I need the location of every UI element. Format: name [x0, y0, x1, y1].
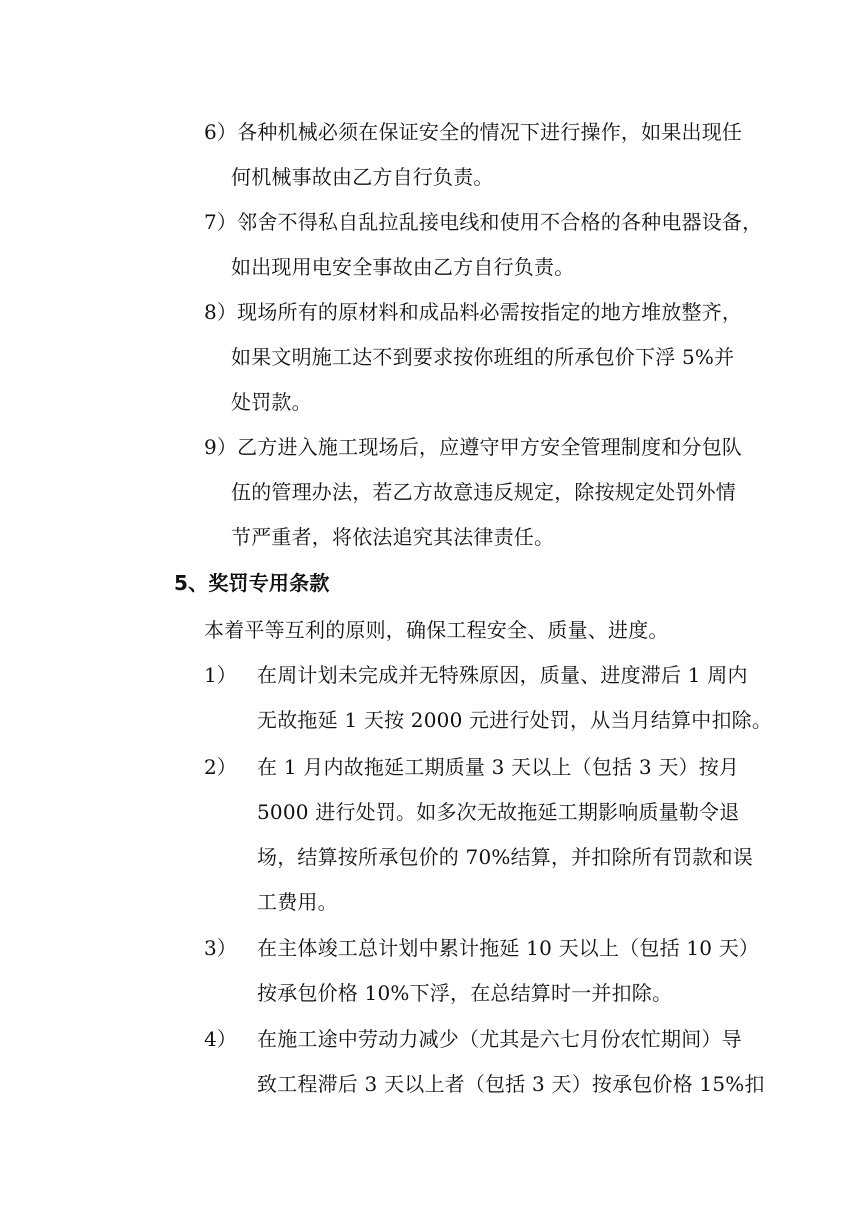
- clause-3-line-2: 按承包价格 10%下浮，在总结算时一并扣除。: [257, 981, 673, 1005]
- clause-2-line-1: 在 1 月内故拖延工期质量 3 天以上（包括 3 天）按月: [257, 755, 740, 779]
- clause-3-number: 3）: [204, 936, 237, 960]
- item-6-line-1: 6）各种机械必须在保证安全的情况下进行操作，如果出现任: [204, 120, 743, 144]
- item-7-line-1: 7）邻舍不得私自乱拉乱接电线和使用不合格的各种电器设备，: [204, 210, 763, 234]
- section-intro: 本着平等互利的原则，确保工程安全、质量、进度。: [204, 618, 669, 642]
- item-6-line-2: 何机械事故由乙方自行负责。: [231, 165, 494, 189]
- item-8-line-2: 如果文明施工达不到要求按你班组的所承包价下浮 5%并: [231, 345, 735, 369]
- clause-1-line-1: 在周计划未完成并无特殊原因，质量、进度滞后 1 周内: [257, 663, 748, 687]
- item-9-line-2: 伍的管理办法，若乙方故意违反规定，除按规定处罚外情: [231, 480, 736, 504]
- item-8-line-1: 8）现场所有的原材料和成品料必需按指定的地方堆放整齐，: [204, 300, 743, 324]
- item-9-line-3: 节严重者，将依法追究其法律责任。: [231, 525, 555, 549]
- item-8-line-3: 处罚款。: [231, 390, 312, 414]
- section-heading: 5、奖罚专用条款: [174, 571, 330, 595]
- clause-2-number: 2）: [204, 755, 237, 779]
- item-7-line-2: 如出现用电安全事故由乙方自行负责。: [231, 255, 575, 279]
- item-9-line-1: 9）乙方进入施工现场后，应遵守甲方安全管理制度和分包队: [204, 435, 743, 459]
- clause-4-line-2: 致工程滞后 3 天以上者（包括 3 天）按承包价格 15%扣: [257, 1072, 765, 1096]
- clause-3-line-1: 在主体竣工总计划中累计拖延 10 天以上（包括 10 天）: [257, 936, 760, 960]
- clause-2-line-2: 5000 进行处罚。如多次无故拖延工期影响质量勒令退: [257, 800, 740, 824]
- clause-2-line-4: 工费用。: [257, 890, 338, 914]
- clause-4-number: 4）: [204, 1027, 237, 1051]
- clause-2-line-3: 场，结算按所承包价的 70%结算，并扣除所有罚款和误: [257, 845, 754, 869]
- clause-1-number: 1）: [204, 663, 237, 687]
- clause-1-line-2: 无故拖延 1 天按 2000 元进行处罚，从当月结算中扣除。: [257, 708, 773, 732]
- clause-4-line-1: 在施工途中劳动力减少（尤其是六七月份农忙期间）导: [257, 1027, 742, 1051]
